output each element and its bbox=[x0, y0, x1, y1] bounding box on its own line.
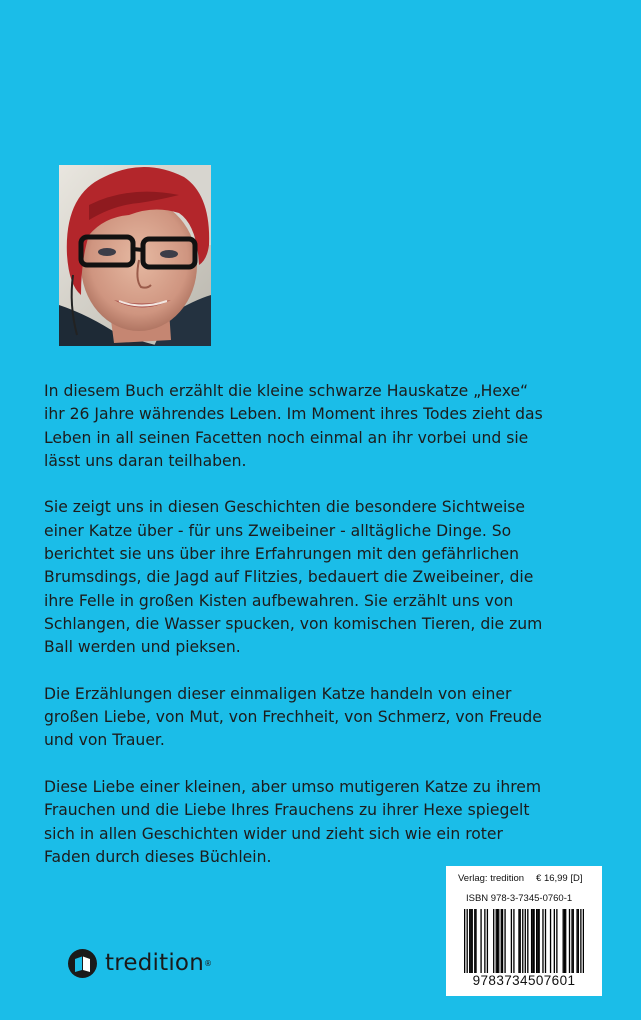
barcode-bar bbox=[501, 909, 502, 973]
barcode-bar bbox=[470, 909, 471, 973]
blurb-line: In diesem Buch erzählt die kleine schwarze Hauskatze „Hexe“ bbox=[44, 382, 529, 400]
barcode-bar bbox=[583, 909, 584, 973]
barcode-bar bbox=[531, 909, 532, 973]
publisher-label: Verlag: tredition bbox=[458, 873, 525, 884]
barcode-bar bbox=[565, 909, 566, 973]
barcode-bar bbox=[542, 909, 543, 973]
barcode-bar bbox=[550, 909, 551, 973]
registered-mark: ® bbox=[203, 958, 212, 968]
barcode-bar bbox=[571, 909, 572, 973]
barcode-bar bbox=[467, 909, 468, 973]
blurb-line: einer Katze über - für uns Zweibeiner - alltägliche Dinge. So bbox=[44, 521, 512, 540]
barcode-bar bbox=[484, 909, 485, 973]
barcode-bar bbox=[527, 909, 528, 973]
barcode-bar bbox=[518, 909, 519, 973]
blurb-line: Frauchen und die Liebe Ihres Frauchens zu ihrer Hexe spiegelt bbox=[44, 801, 530, 820]
barcode-bar bbox=[493, 909, 494, 973]
barcode-bar bbox=[569, 909, 570, 973]
blurb-line: ihr 26 Jahre währendes Leben. Im Moment ihres Todes zieht das bbox=[44, 405, 543, 424]
barcode-bar bbox=[578, 909, 579, 973]
barcode-bar bbox=[556, 909, 557, 973]
blurb-paragraph bbox=[44, 776, 604, 869]
barcode-bar bbox=[539, 909, 540, 973]
barcode-bar bbox=[502, 909, 503, 973]
barcode-bar bbox=[573, 909, 574, 973]
blurb-line: Schlangen, die Wasser spucken, von komischen Tieren, die zum bbox=[44, 614, 543, 633]
author-portrait-image bbox=[59, 165, 211, 346]
blurb-line: ihre Felle in großen Kisten aufbewahren. Sie erzählt uns von bbox=[44, 591, 514, 610]
blurb-line: und von Trauer. bbox=[44, 731, 165, 750]
barcode-bar bbox=[580, 909, 581, 973]
blurb-paragraph bbox=[44, 683, 604, 753]
barcode-bar bbox=[525, 909, 526, 973]
publisher-logo bbox=[68, 947, 212, 979]
blurb-line: großen Liebe, von Mut, von Frechheit, von Schmerz, von Freude bbox=[44, 708, 542, 727]
barcode-bar bbox=[498, 909, 499, 973]
publisher-price-line bbox=[458, 873, 583, 884]
barcode-bar bbox=[536, 909, 537, 973]
blurb-line: berichtet sie uns über ihre Erfahrungen mit den gefährlichen bbox=[44, 545, 519, 564]
barcode-bars bbox=[464, 909, 584, 973]
barcode-bar bbox=[497, 909, 498, 973]
barcode-bar bbox=[564, 909, 565, 973]
blurb-paragraph bbox=[44, 380, 604, 473]
barcode-bar bbox=[474, 909, 475, 973]
barcode-bar bbox=[554, 909, 555, 973]
blurb-line: Leben in all seinen Facetten noch einmal an ihr vorbei und sie bbox=[44, 428, 529, 447]
barcode-bar bbox=[475, 909, 476, 973]
barcode-bar bbox=[469, 909, 470, 973]
barcode-bar bbox=[464, 909, 465, 973]
barcode-bar bbox=[545, 909, 546, 973]
barcode-bar bbox=[511, 909, 512, 973]
publisher-name: tredition bbox=[105, 950, 204, 976]
price: € 16,99 [D] bbox=[536, 873, 583, 884]
barcode-bar bbox=[537, 909, 538, 973]
barcode-bar bbox=[513, 909, 514, 973]
isbn: ISBN 978-3-7345-0760-1 bbox=[466, 893, 573, 904]
barcode-bar bbox=[533, 909, 534, 973]
barcode-bar bbox=[480, 909, 481, 973]
barcode-bar bbox=[563, 909, 564, 973]
barcode-number: 9783734507601 bbox=[472, 973, 576, 988]
author-photo bbox=[59, 165, 211, 346]
blurb-line: Die Erzählungen dieser einmaligen Katze handeln von einer bbox=[44, 684, 512, 703]
blurb-line: Ball werden und pieksen. bbox=[44, 638, 241, 657]
barcode-bar bbox=[504, 909, 505, 973]
blurb-line: lässt uns daran teilhaben. bbox=[44, 451, 247, 470]
back-cover-blurb bbox=[44, 380, 604, 893]
blurb-line: Sie zeigt uns in diesen Geschichten die besondere Sichtweise bbox=[44, 498, 525, 517]
barcode-bar bbox=[520, 909, 521, 973]
barcode-bar bbox=[576, 909, 577, 973]
blurb-paragraph bbox=[44, 496, 604, 659]
tredition-book-icon bbox=[68, 949, 97, 978]
blurb-line: sich in allen Geschichten wider und zieht sich wie ein roter bbox=[44, 824, 503, 843]
barcode-bar bbox=[472, 909, 473, 973]
barcode-bar bbox=[496, 909, 497, 973]
barcode-bar bbox=[487, 909, 488, 973]
blurb-line: Brumsdings, die Jagd auf Flitzies, bedauert die Zweibeiner, die bbox=[44, 568, 534, 587]
blurb-line: Diese Liebe einer kleinen, aber umso mutigeren Katze zu ihrem bbox=[44, 778, 542, 797]
blurb-line: Faden durch dieses Büchlein. bbox=[44, 847, 272, 866]
barcode-bar bbox=[522, 909, 523, 973]
barcode-label bbox=[446, 866, 602, 996]
barcode-bar bbox=[532, 909, 533, 973]
